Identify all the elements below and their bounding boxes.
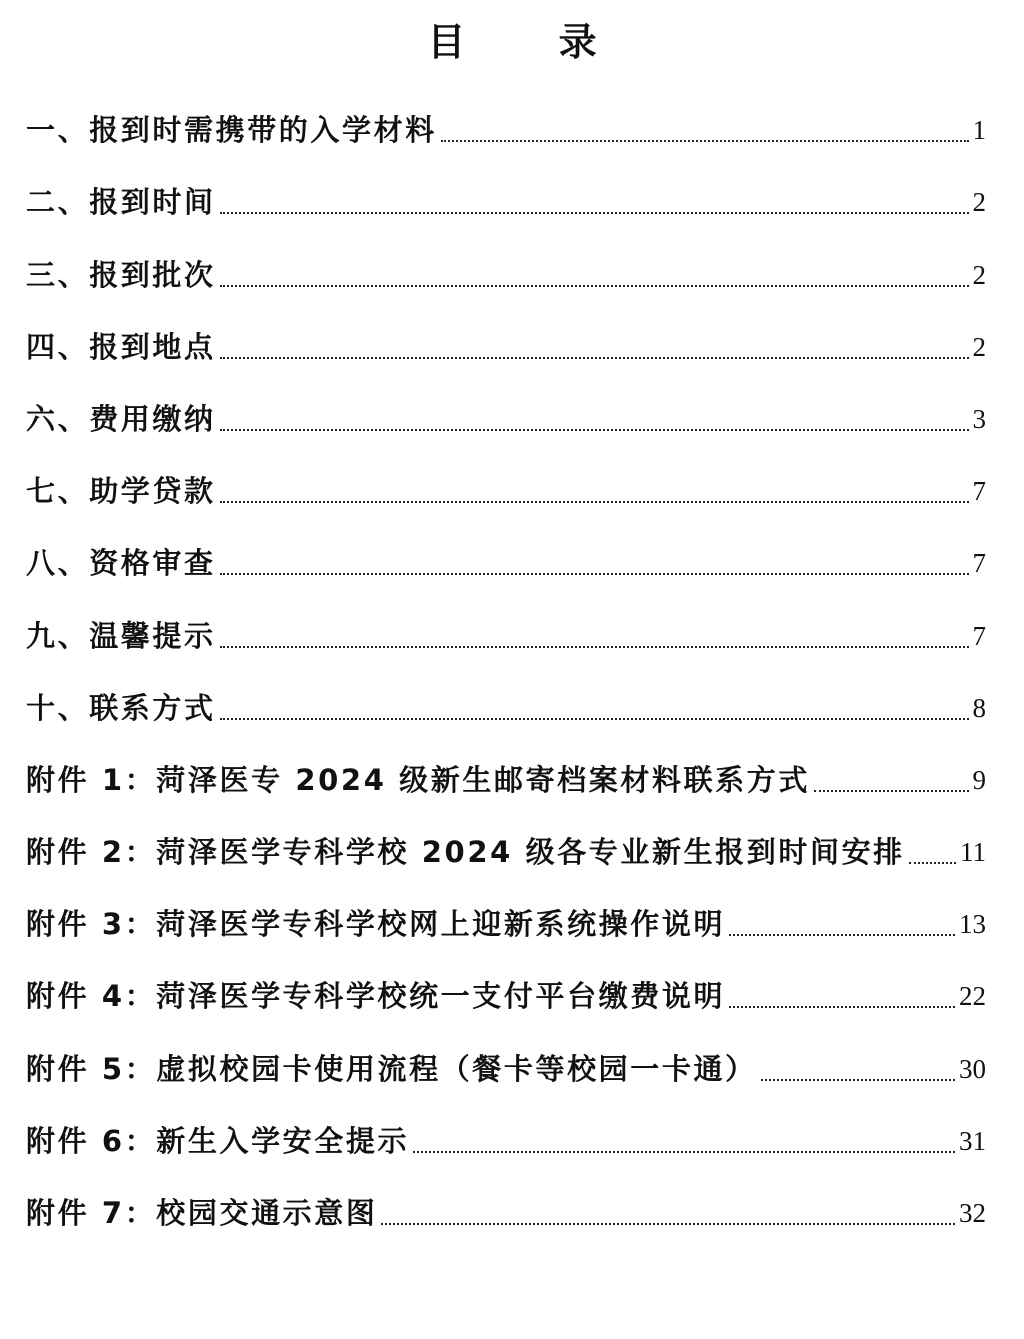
toc-entry-label: 附件 5：虚拟校园卡使用流程（餐卡等校园一卡通） [26, 1051, 757, 1086]
dot-leader [729, 934, 955, 936]
toc-entry-label: 附件 7：校园交通示意图 [26, 1196, 378, 1230]
toc-entry-label: 七、助学贷款 [26, 474, 216, 509]
dot-leader [220, 429, 969, 431]
dot-leader [413, 1151, 955, 1153]
dot-leader [220, 357, 969, 359]
toc-entry-page: 2 [972, 259, 986, 290]
toc-entry-page: 8 [972, 692, 986, 723]
toc-entry-page: 31 [959, 1125, 986, 1156]
dot-leader [220, 646, 969, 648]
toc-entry-page: 13 [959, 909, 986, 940]
toc-entry-label: 附件 6：新生入学安全提示 [26, 1123, 410, 1158]
toc-entry[interactable] [26, 948, 986, 1020]
toc-entry-label: 附件 1：菏泽医专 2024 级新生邮寄档案材料联系方式 [26, 762, 810, 797]
toc-entry[interactable] [26, 443, 986, 515]
toc-entry-label: 六、费用缴纳 [26, 401, 216, 436]
dot-leader [381, 1223, 955, 1225]
toc-entry[interactable] [26, 371, 986, 443]
toc-entry[interactable] [26, 804, 986, 876]
toc-list [26, 82, 986, 1237]
toc-entry-page: 32 [959, 1198, 986, 1228]
toc-entry-label: 附件 2：菏泽医学专科学校 2024 级各专业新生报到时间安排 [26, 835, 905, 870]
toc-entry[interactable] [26, 82, 986, 154]
toc-entry-page: 7 [972, 548, 986, 579]
toc-entry-label: 九、温馨提示 [26, 618, 216, 653]
toc-entry-label: 附件 4：菏泽医学专科学校统一支付平台缴费说明 [26, 979, 726, 1014]
page-title: 目 录 [427, 19, 637, 64]
dot-leader [220, 501, 969, 503]
toc-entry-page: 22 [959, 981, 986, 1012]
toc-entry-page: 7 [972, 476, 986, 507]
toc-entry[interactable] [26, 515, 986, 587]
toc-entry[interactable] [26, 154, 986, 226]
toc-entry[interactable] [26, 876, 986, 948]
toc-entry-label: 四、报到地点 [26, 329, 216, 364]
toc-entry[interactable] [26, 299, 986, 371]
dot-leader [441, 140, 969, 142]
toc-entry-page: 1 [972, 115, 986, 146]
dot-leader [909, 862, 956, 864]
toc-entry-page: 7 [972, 620, 986, 651]
toc-entry[interactable] [26, 226, 986, 298]
dot-leader [814, 790, 969, 792]
toc-entry[interactable] [26, 1020, 986, 1092]
toc-entry-page: 9 [972, 764, 986, 795]
toc-entry-page: 2 [972, 331, 986, 362]
dot-leader [729, 1006, 955, 1008]
toc-entry-label: 八、资格审查 [26, 546, 216, 581]
toc-entry-page: 2 [972, 187, 986, 218]
toc-entry[interactable] [26, 587, 986, 659]
toc-entry[interactable] [26, 1165, 986, 1237]
toc-entry-page: 3 [972, 403, 986, 434]
dot-leader [220, 212, 969, 214]
dot-leader [220, 285, 969, 287]
toc-entry-page: 30 [959, 1053, 986, 1084]
toc-entry-page: 11 [960, 837, 986, 868]
dot-leader [761, 1079, 955, 1081]
toc-entry[interactable] [26, 660, 986, 732]
toc-entry-label: 一、报到时需携带的入学材料 [26, 113, 437, 148]
dot-leader [220, 718, 969, 720]
toc-entry[interactable] [26, 1093, 986, 1165]
toc-entry-label: 十、联系方式 [26, 690, 216, 725]
toc-entry[interactable] [26, 732, 986, 804]
toc-entry-label: 附件 3：菏泽医学专科学校网上迎新系统操作说明 [26, 907, 726, 942]
toc-entry-label: 二、报到时间 [26, 185, 216, 220]
dot-leader [220, 573, 969, 575]
toc-entry-label: 三、报到批次 [26, 257, 216, 292]
